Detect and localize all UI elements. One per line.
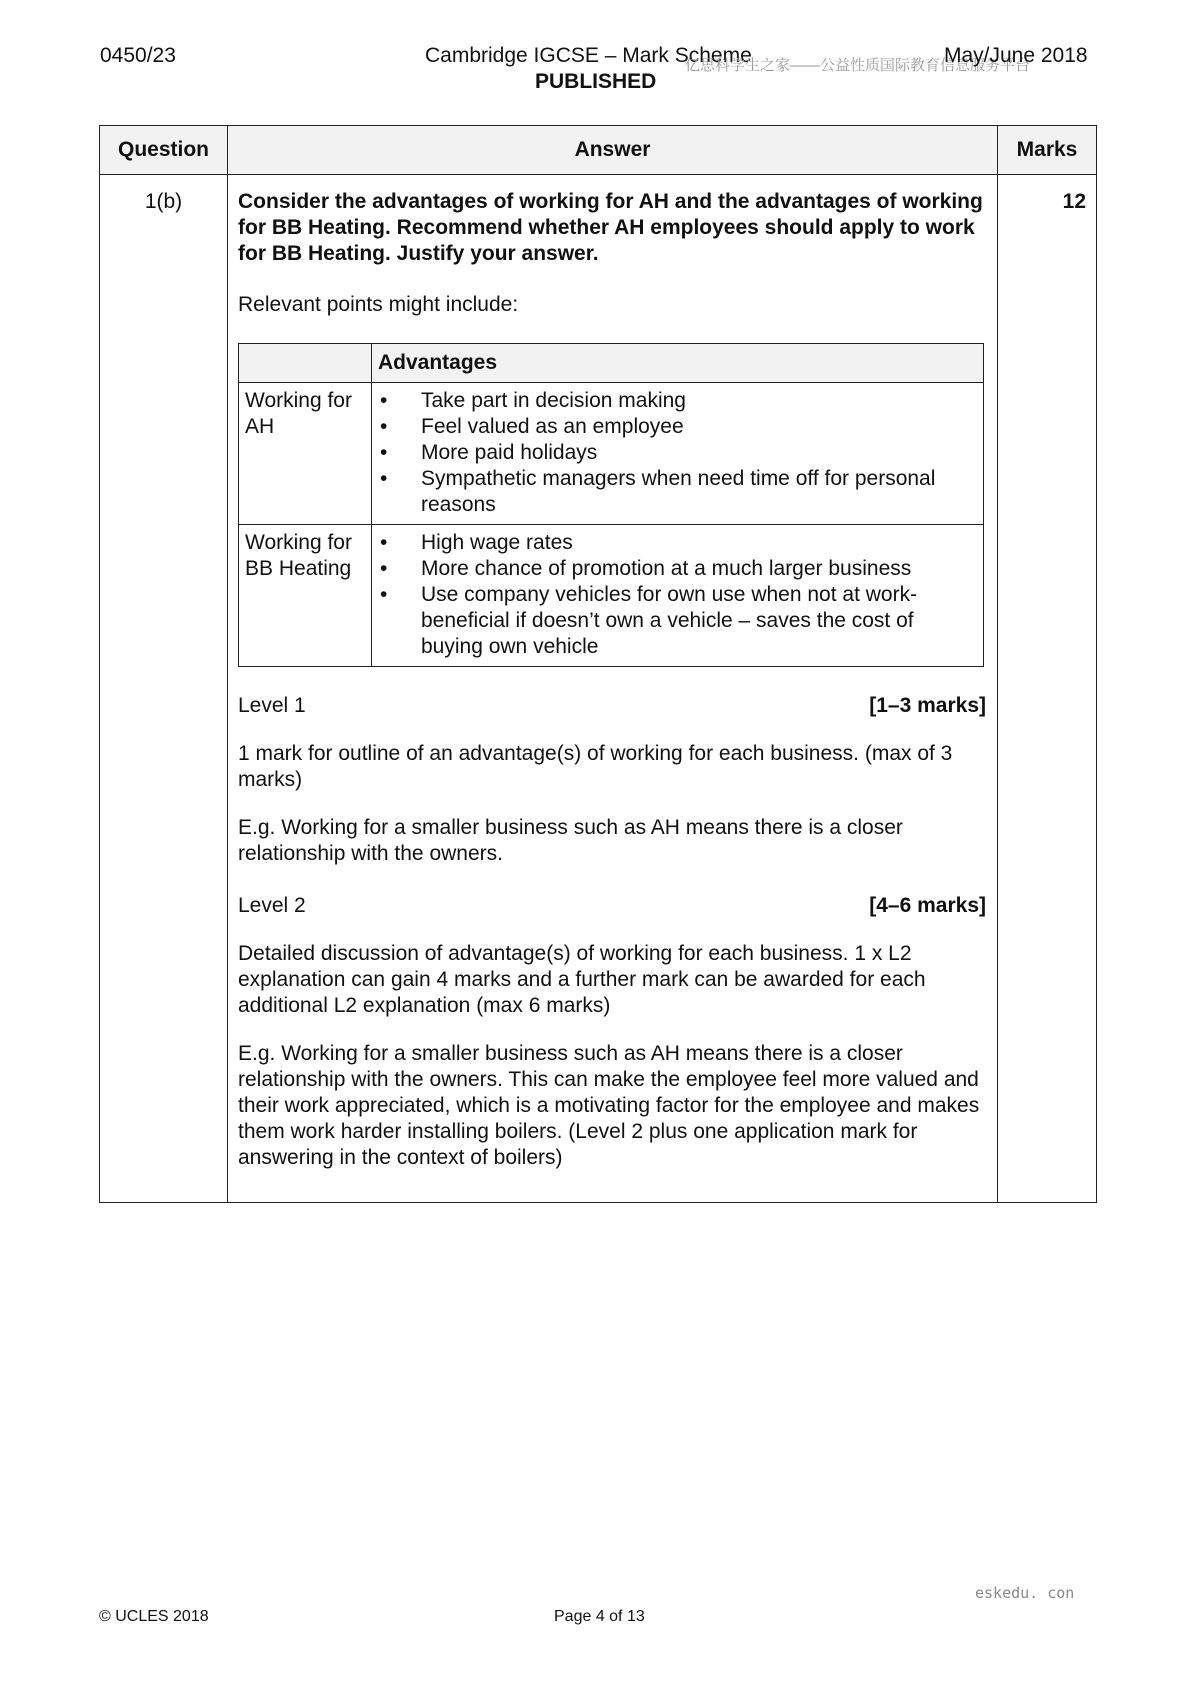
document-title: Cambridge IGCSE – Mark Scheme [425, 44, 752, 67]
table-row [100, 175, 1097, 1203]
question-column-header: Question [100, 126, 228, 175]
list-item [378, 388, 977, 414]
list-item-text: Feel valued as an employee [421, 415, 684, 438]
published-label: PUBLISHED [535, 70, 657, 93]
bullet-icon: • [380, 415, 388, 438]
advantages-empty-header [239, 344, 372, 383]
answer-cell [228, 175, 998, 1203]
bullet-icon: • [380, 441, 388, 464]
list-item [378, 530, 977, 556]
advantages-header: Advantages [372, 344, 984, 383]
watermark-text: 亿思科学生之家——公益性质国际教育信息服务平台 [685, 57, 1031, 74]
bullet-icon: • [380, 467, 388, 490]
marks-column-header: Marks [998, 126, 1097, 175]
row-label-bb-heating: Working for BB Heating [239, 525, 372, 667]
list-item [378, 414, 977, 440]
syllabus-code: 0450/23 [100, 44, 176, 67]
list-item-text: Sympathetic managers when need time off for personal reasons [421, 467, 936, 516]
list-item-text: High wage rates [421, 531, 573, 554]
table-header-row [100, 126, 1097, 175]
ah-advantages [372, 383, 984, 525]
bullet-icon: • [380, 531, 388, 554]
level-1-label: Level 1 [238, 694, 306, 717]
mark-scheme-table [99, 125, 1097, 1203]
list-item-text: More chance of promotion at a much larger business [421, 557, 912, 580]
copyright-text: © UCLES 2018 [99, 1608, 209, 1625]
level-1-description: 1 mark for outline of an advantage(s) of working for each business. (max of 3 marks) [238, 742, 953, 791]
list-item [378, 582, 977, 660]
site-watermark: eskedu. con [975, 1584, 1075, 1602]
page-number: Page 4 of 13 [554, 1608, 645, 1625]
table-row [239, 525, 984, 667]
table-row [239, 383, 984, 525]
exam-session: May/June 2018 [944, 44, 1088, 67]
advantages-table [238, 343, 984, 667]
bullet-icon: • [380, 389, 388, 412]
list-item-text: Take part in decision making [421, 389, 686, 412]
row-label-ah: Working for AH [239, 383, 372, 525]
intro-text: Relevant points might include: [238, 293, 519, 316]
bullet-icon: • [380, 583, 388, 606]
level-1-marks: [1–3 marks] [869, 694, 986, 717]
marks-value: 12 [998, 175, 1097, 1203]
list-item-text: Use company vehicles for own use when not at work- beneficial if doesn’t own a vehicle – saves the cost of buying own vehicle [421, 583, 918, 658]
advantages-header-row [239, 344, 984, 383]
list-item [378, 466, 977, 518]
list-item-text: More paid holidays [421, 441, 598, 464]
level-2-row [238, 893, 986, 919]
bb-heating-advantages [372, 525, 984, 667]
level-2-example: E.g. Working for a smaller business such as AH means there is a closer relationship with the owners. This can make the employee feel more valued and their work appreciated, which is a motivating factor for the employee and makes them work harder installing boilers. (Level 2 plus one application mark for answering in the context of boilers) [238, 1042, 980, 1169]
answer-column-header: Answer [228, 126, 998, 175]
list-item [378, 440, 977, 466]
level-1-example: E.g. Working for a smaller business such as AH means there is a closer relationship with the owners. [238, 816, 903, 865]
bullet-icon: • [380, 557, 388, 580]
level-1-row [238, 693, 986, 719]
question-prompt: Consider the advantages of working for AH and the advantages of working for BB Heating. Recommend whether AH employees should apply to work for BB Heating. Justify your answer. [238, 190, 983, 265]
list-item [378, 556, 977, 582]
level-2-label: Level 2 [238, 894, 306, 917]
level-2-marks: [4–6 marks] [869, 894, 986, 917]
question-number: 1(b) [100, 175, 228, 1203]
level-2-description: Detailed discussion of advantage(s) of working for each business. 1 x L2 explanation can gain 4 marks and a further mark can be awarded for each additional L2 explanation (max 6 marks) [238, 942, 926, 1017]
